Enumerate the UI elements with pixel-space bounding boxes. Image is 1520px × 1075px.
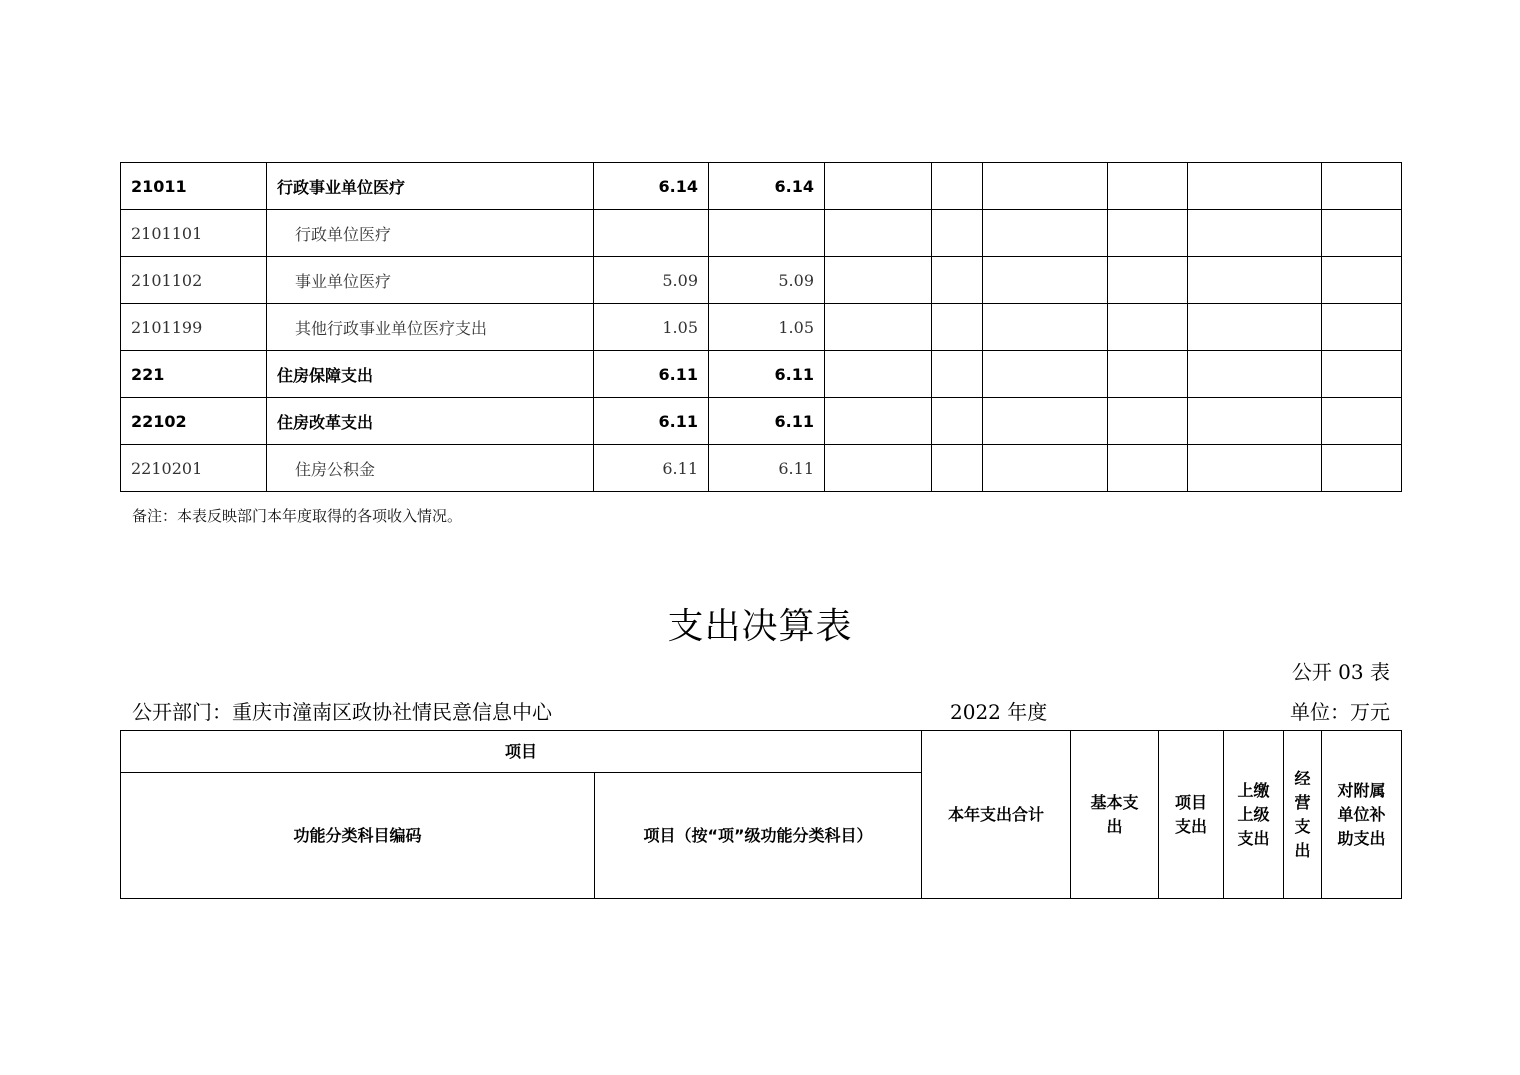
cell-name: 事业单位医疗 [267,257,594,304]
cell-total: 6.11 [594,398,709,445]
header-project-exp [1159,731,1224,899]
table-row [121,351,1402,398]
cell-empty [932,304,983,351]
cell-empty [1108,445,1188,492]
cell-code: 2210201 [121,445,267,492]
cell-empty [983,351,1108,398]
cell-empty [932,445,983,492]
cell-total: 1.05 [594,304,709,351]
cell-name: 住房改革支出 [267,398,594,445]
header-remit [1224,731,1284,899]
cell-empty [1188,304,1322,351]
cell-empty [1188,351,1322,398]
cell-empty [983,398,1108,445]
cell-empty [932,351,983,398]
cell-name: 住房保障支出 [267,351,594,398]
cell-name: 行政单位医疗 [267,210,594,257]
cell-total [594,210,709,257]
cell-empty [825,445,932,492]
cell-empty [1108,257,1188,304]
cell-empty [983,163,1108,210]
header-business-text: 经营支出 [1294,768,1311,860]
cell-empty [983,445,1108,492]
form-number: 公开 03 表 [1291,660,1390,684]
unit-label: 单位：万元 [1290,700,1390,724]
header-basic [1071,731,1159,899]
cell-basic: 6.14 [709,163,825,210]
cell-total: 6.11 [594,445,709,492]
cell-empty [932,163,983,210]
header-project: 项目 [121,731,922,773]
header-business [1284,731,1322,899]
cell-empty [932,398,983,445]
cell-code: 2101101 [121,210,267,257]
cell-code: 21011 [121,163,267,210]
header-subsidy-text: 对附属单位补助支出 [1337,780,1386,848]
header-project-exp-text: 项目支出 [1174,792,1207,836]
cell-empty [1322,398,1402,445]
cell-empty [1322,304,1402,351]
cell-name: 其他行政事业单位医疗支出 [267,304,594,351]
cell-empty [983,304,1108,351]
cell-empty [1108,210,1188,257]
header-basic-text: 基本支出 [1090,792,1139,836]
cell-empty [1108,163,1188,210]
cell-empty [825,210,932,257]
cell-empty [825,351,932,398]
cell-basic: 6.11 [709,351,825,398]
header-remit-text: 上缴上级支出 [1237,780,1270,848]
department-label: 公开部门：重庆市潼南区政协社情民意信息中心 [132,700,552,724]
cell-code: 22102 [121,398,267,445]
table-note: 备注：本表反映部门本年度取得的各项收入情况。 [132,507,463,525]
cell-name: 行政事业单位医疗 [267,163,594,210]
header-subsidy [1322,731,1402,899]
cell-empty [825,163,932,210]
cell-empty [932,210,983,257]
header-total: 本年支出合计 [922,731,1071,899]
cell-empty [932,257,983,304]
cell-empty [983,210,1108,257]
table-row [121,304,1402,351]
cell-total: 6.11 [594,351,709,398]
cell-empty [1108,304,1188,351]
cell-empty [1108,398,1188,445]
cell-basic: 1.05 [709,304,825,351]
table-row [121,445,1402,492]
cell-basic: 6.11 [709,398,825,445]
table-row [121,257,1402,304]
cell-total: 5.09 [594,257,709,304]
table-row [121,398,1402,445]
table-row [121,210,1402,257]
cell-empty [1322,163,1402,210]
cell-empty [1188,163,1322,210]
cell-empty [1322,257,1402,304]
cell-empty [825,304,932,351]
cell-code: 221 [121,351,267,398]
cell-basic [709,210,825,257]
header-code: 功能分类科目编码 [121,773,595,899]
cell-basic: 5.09 [709,257,825,304]
cell-empty [1322,210,1402,257]
cell-empty [825,398,932,445]
page-title: 支出决算表 [667,606,853,647]
continuation-table [120,162,1402,492]
expenditure-header-table [120,730,1402,899]
cell-code: 2101199 [121,304,267,351]
cell-empty [1188,257,1322,304]
cell-basic: 6.11 [709,445,825,492]
cell-empty [1322,351,1402,398]
cell-total: 6.14 [594,163,709,210]
cell-name: 住房公积金 [267,445,594,492]
cell-code: 2101102 [121,257,267,304]
cell-empty [1322,445,1402,492]
cell-empty [825,257,932,304]
header-name: 项目（按“项”级功能分类科目） [595,773,922,899]
cell-empty [1188,398,1322,445]
cell-empty [1108,351,1188,398]
cell-empty [983,257,1108,304]
cell-empty [1188,445,1322,492]
fiscal-year: 2022 年度 [950,700,1048,724]
table-row [121,163,1402,210]
cell-empty [1188,210,1322,257]
